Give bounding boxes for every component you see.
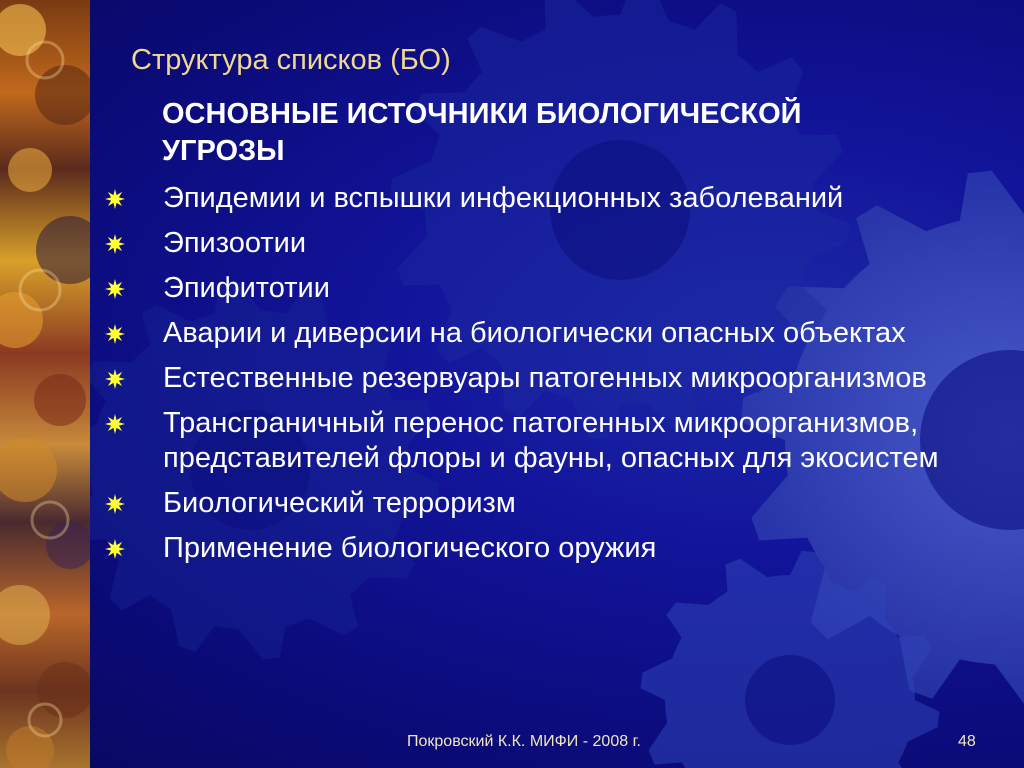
starburst-bullet-icon — [105, 539, 125, 559]
list-item-text: Биологический терроризм — [163, 487, 516, 519]
decorative-side-strip — [0, 0, 90, 768]
slide-title: Структура списков (БО) — [131, 44, 451, 76]
starburst-bullet-icon — [105, 324, 125, 344]
list-item-text: Применение биологического оружия — [163, 532, 657, 564]
list-item-text: Аварии и диверсии на биологически опасных объектах — [163, 317, 906, 349]
footer-text: Покровский К.К. МИФИ - 2008 г. — [407, 733, 641, 750]
starburst-bullet-icon — [105, 279, 125, 299]
heading-line: УГРОЗЫ — [162, 135, 285, 167]
starburst-bullet-icon — [105, 494, 125, 514]
starburst-bullet-icon — [105, 414, 125, 434]
starburst-bullet-icon — [105, 369, 125, 389]
heading-line: ОСНОВНЫЕ ИСТОЧНИКИ БИОЛОГИЧЕСКОЙ — [162, 98, 802, 130]
list-item-text: Эпизоотии — [163, 227, 307, 259]
slide-heading — [162, 96, 962, 170]
list-item — [105, 316, 1010, 351]
list-item-text: Трансграничный перенос патогенных микроорганизмов, представителей флоры и фауны, опасных для экосистем — [163, 407, 939, 474]
list-item — [105, 531, 1010, 566]
list-item — [105, 361, 1010, 396]
starburst-bullet-icon — [105, 189, 125, 209]
list-item — [105, 486, 1010, 521]
bullet-list — [105, 181, 1010, 576]
list-item-text: Эпифитотии — [163, 272, 330, 304]
list-item — [105, 181, 1010, 216]
list-item-text: Естественные резервуары патогенных микроорганизмов — [163, 362, 927, 394]
list-item — [105, 271, 1010, 306]
list-item — [105, 406, 1010, 476]
list-item — [105, 226, 1010, 261]
page-number: 48 — [958, 733, 976, 750]
list-item-text: Эпидемии и вспышки инфекционных заболеваний — [163, 182, 844, 214]
starburst-bullet-icon — [105, 234, 125, 254]
